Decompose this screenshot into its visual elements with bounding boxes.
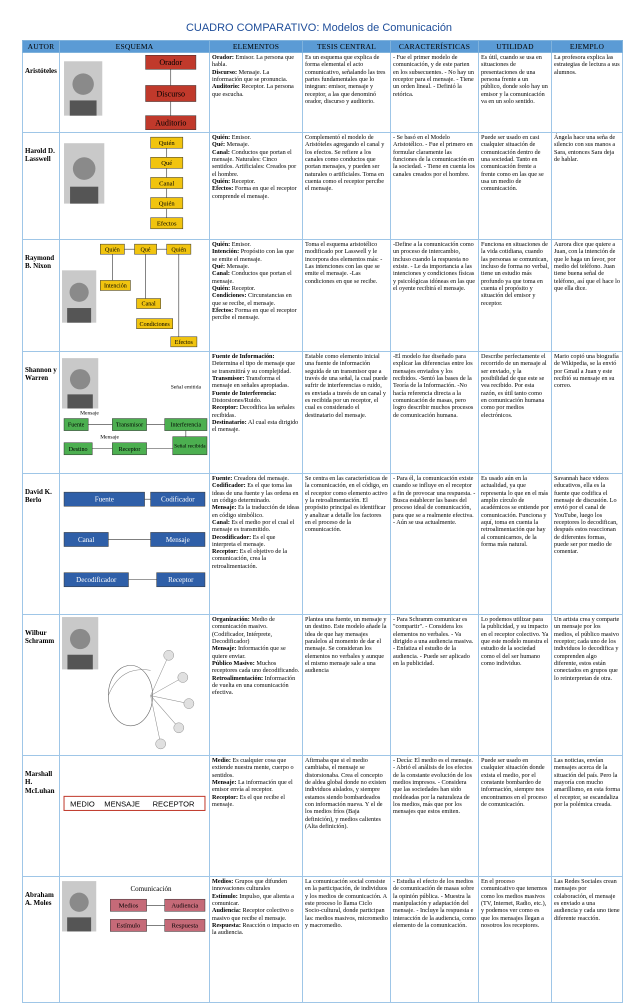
- elementos-cell: [210, 53, 303, 133]
- quien-receptor-box: [151, 198, 183, 209]
- esquema-cell: [60, 615, 210, 756]
- ejemplo-cell: Las Redes Sociales crean mensajes por colaboración, el mensaje es enviado a una audiencia y cada uno tiene diferente reacción.: [552, 877, 623, 1003]
- schema-diagram: [60, 53, 209, 132]
- elemento-desc: Decodifica las señales recibidas.: [212, 404, 295, 419]
- caracteristicas-cell: -El modelo fue diseñado para explicar las diferencias entre los mensajes enviados y los recibidos. -Sentó las bases de la Teoría de la Información. -No hacía referencia directa a la comunicación de masas, pero logro describir muchos procesos de comunicación humana.: [391, 352, 479, 474]
- portrait-photo: [62, 270, 96, 322]
- elemento-key: Condiciones:: [212, 292, 247, 300]
- elemento-desc: Emisor.: [230, 134, 251, 141]
- caracteristicas-cell: - Para Schramm comunicar es "compartir". - Considera los elementos no verbales. - Va dirigido a una audiencia masiva. - Enfatiza el estudio de la audiencia. - Puede ser aplicado en la publicidad.: [391, 615, 479, 756]
- table-row: [23, 133, 623, 240]
- elemento-desc: Es el objetivo de la comunicación, crea la retroalimentación.: [212, 548, 288, 570]
- ejemplo-cell: Las noticias, envían mensajes acerca de la situación del país. Pero la mayoría con mucho amarillismo, en esta forma el receptor, se escandaliza por la polémica creada.: [552, 756, 623, 877]
- elemento-key: Quién:: [212, 134, 231, 141]
- elemento-desc: Es el que interpreta el mensaje.: [212, 533, 276, 548]
- header-esquema: ESQUEMA: [60, 41, 210, 53]
- elemento-key: Decodificador:: [212, 533, 252, 541]
- elemento-key: Receptor:: [212, 404, 239, 412]
- orador-box: [146, 55, 196, 69]
- medios-box: [110, 899, 146, 911]
- ejemplo-cell: Aurora dice que quiere a Juan, con la intención de que le haga un favor, por medio del teléfono. Juan tiene buena señal de teléfono, así que el hace lo que ella dice.: [552, 240, 623, 352]
- header-autor: AUTOR: [23, 41, 60, 53]
- svg-text:Canal: Canal: [77, 535, 95, 544]
- table-row: [23, 53, 623, 133]
- elemento-desc: Distorsiones/Ruido.: [212, 396, 262, 404]
- elemento-key: Intención:: [212, 248, 240, 256]
- esquema-cell: [60, 877, 210, 1003]
- portrait-photo: [62, 617, 98, 669]
- receptor-box: [112, 443, 146, 455]
- quien-box: [100, 244, 124, 254]
- portrait-photo: [62, 881, 96, 931]
- svg-text:Señal recibida: Señal recibida: [174, 443, 206, 450]
- elemento-desc: Al cual esta dirigido el mensaje.: [212, 418, 299, 434]
- audiencia-box: [165, 899, 205, 911]
- transmisor-box: [112, 419, 146, 431]
- svg-text:Estímulo: Estímulo: [116, 922, 141, 930]
- elemento-desc: Propósito con las que se emite el mensaje.: [212, 248, 294, 263]
- svg-text:Mensaje: Mensaje: [165, 535, 190, 544]
- svg-text:Receptor: Receptor: [118, 446, 141, 453]
- esquema-cell: [60, 352, 210, 474]
- elemento-key: Canal:: [212, 270, 230, 278]
- header-utilidad: UTILIDAD: [479, 41, 552, 53]
- table-row: [23, 474, 623, 615]
- decodificador-box: [64, 573, 128, 587]
- elemento-desc: Transforma el mensaje en señales apropiadas.: [212, 374, 289, 390]
- intencion-box: [100, 280, 130, 290]
- svg-text:Receptor: Receptor: [168, 576, 194, 585]
- elemento-desc: Forma en que el receptor comprende el mensaje.: [212, 185, 297, 200]
- svg-text:Orador: Orador: [159, 58, 183, 68]
- svg-text:Quién: Quién: [158, 139, 175, 147]
- elemento-desc: Es el medio por el cual el mensaje es transmitido.: [212, 518, 295, 534]
- elemento-desc: Receptor colectivo o masivo que recibe el mensaje.: [212, 907, 294, 922]
- esquema-cell: [60, 133, 210, 240]
- elemento-desc: Conductos que portan el mensaje. Naturales: Cinco sentidos. Artificiales: Creados por el hombre.: [212, 148, 297, 178]
- portrait-photo: [64, 143, 104, 203]
- condiciones-box: [137, 319, 173, 329]
- elemento-desc: Grupos que difunden innovaciones culturales: [212, 878, 288, 893]
- svg-text:Quién: Quién: [171, 247, 187, 254]
- elemento-desc: Medio de comunicación masivo. (Codificador, Intérprete, Decodificador): [212, 616, 275, 645]
- svg-text:Quién: Quién: [158, 200, 175, 208]
- svg-text:Discurso: Discurso: [156, 89, 186, 99]
- elemento-key: Fuente de Información:: [212, 353, 275, 360]
- caracteristicas-cell: -Define a la comunicación como un proceso de intercambio, incluso cuando la respuesta no existe. - Le da importancia a las intenciones y condiciones físicas y psicológicas idóneas en las que el oyente recibirá el mensaje.: [391, 240, 479, 352]
- elemento-key: Fuente de Interferencia:: [212, 389, 277, 397]
- elemento-key: Discurso:: [212, 68, 238, 76]
- utilidad-cell: Puede ser usado en casi cualquier situación de comunicación dentro de una sociedad. Tanto en comunicación frente a frente como en las que se usa un medio de comunicación.: [479, 133, 552, 240]
- elemento-key: Transmisor:: [212, 374, 245, 382]
- elemento-key: Efectos:: [212, 306, 234, 314]
- tesis-cell: Es un esquema que explica de forma elemental el acto comunicativo, señalando las tres partes fundamentales que lo integran: emisor, mensaje y receptor, a las que denominó orador, discurso y auditorio.: [303, 53, 391, 133]
- elemento-desc: Receptor. La persona que escucha.: [212, 83, 294, 98]
- elementos-cell: [210, 877, 303, 1003]
- autor-cell: Marshall H. McLuhan: [23, 756, 60, 877]
- table-row: [23, 240, 623, 352]
- svg-text:Intención: Intención: [103, 283, 127, 290]
- svg-text:Interferencia: Interferencia: [170, 422, 202, 429]
- svg-text:Efectos: Efectos: [174, 339, 193, 346]
- canal-box: [151, 177, 183, 188]
- medio-label: MEDIO: [70, 799, 95, 809]
- elemento-key: Destinatario:: [212, 418, 247, 426]
- fuente-box: [64, 419, 88, 431]
- elemento-key: Medios:: [212, 878, 234, 885]
- autor-cell: Wilbur Schramm: [23, 615, 60, 756]
- caracteristicas-cell: - Se basó en el Modelo Aristotélico. - Fue el primero en formular claramente las funciones de la comunicación en la sociedad. - Tiene en cuenta los canales creados por el hombre.: [391, 133, 479, 240]
- destino-box: [64, 443, 92, 455]
- elemento-desc: Emisor.: [230, 241, 251, 248]
- receptor-box: [157, 573, 205, 587]
- elemento-key: Estímulo:: [212, 892, 238, 900]
- svg-text:Fuente: Fuente: [94, 495, 114, 504]
- elemento-key: Mensaje:: [212, 645, 237, 653]
- elemento-desc: Emisor. La persona que habla.: [212, 54, 294, 69]
- tesis-cell: Toma el esquema aristotélico modificado por Lasswell y le incorpora dos elementos más: -Las intenciones con las que se emite el mensaje. -Las condiciones en que se recibe.: [303, 240, 391, 352]
- senal-emitida-label: Señal emitida: [170, 384, 201, 391]
- svg-text:Codificador: Codificador: [160, 495, 195, 504]
- elemento-key: Quién:: [212, 241, 231, 248]
- utilidad-cell: En el proceso comunicativo que tenemos como los medios masivos (TV, Internet, Radio, etc.), y podemos ver como es que los mensajes llegan a nosotros los receptores.: [479, 877, 552, 1003]
- elemento-desc: Información de vuelta en una comunicación efectiva.: [212, 674, 296, 697]
- page-title: CUADRO COMPARATIVO: Modelos de Comunicación: [185, 22, 453, 34]
- elemento-desc: Conductos que portan el mensaje.: [212, 270, 292, 285]
- schema-diagram: [60, 756, 209, 876]
- svg-text:Canal: Canal: [141, 301, 156, 308]
- elemento-desc: Receptor.: [230, 177, 256, 185]
- elemento-desc: Receptor.: [230, 284, 256, 292]
- table-row: [23, 877, 623, 1003]
- utilidad-cell: Describe perfectamente el recorrido de un mensaje al ser enviado, y la posibilidad de que este se vea recibido. Por esta razón, es útil tanto como en comunicación humana como por medios electrónicos.: [479, 352, 552, 474]
- elemento-key: Efectos:: [212, 185, 234, 193]
- elemento-desc: Información que se quiere enviar.: [212, 645, 286, 660]
- svg-text:Destino: Destino: [68, 446, 88, 453]
- schema-diagram: [60, 240, 209, 351]
- efectos-box: [171, 337, 197, 347]
- elemento-key: Receptor:: [212, 793, 239, 801]
- mensaje-recibido-label: Mensaje: [100, 434, 119, 441]
- autor-cell: Shannon y Warren: [23, 352, 60, 474]
- canal-box: [64, 532, 108, 546]
- elemento-key: Respuesta:: [212, 921, 241, 929]
- schema-diagram: [60, 352, 209, 473]
- caracteristicas-cell: - Fue el primer modelo de comunicación, y de este parten en los subsecuentes. - No hay un receptor para el mensaje. - Tiene un orden lineal. - Definió la retórica.: [391, 53, 479, 133]
- elemento-desc: Es el que toma las ideas de una fuente y las ordena en un código determinado.: [212, 482, 299, 504]
- quien-box: [151, 137, 183, 148]
- header-elementos: ELEMENTOS: [210, 41, 303, 53]
- utilidad-cell: Es útil, cuando se usa en situaciones de presentaciones de una persona frente a un público, donde solo hay un emisor y la comunicación va en un solo sentido.: [479, 53, 552, 133]
- portrait-photo: [62, 358, 98, 408]
- respuesta-box: [165, 919, 205, 931]
- elemento-key: Audiencia:: [212, 907, 241, 915]
- elementos-cell: [210, 133, 303, 240]
- elemento-key: Quién:: [212, 284, 231, 292]
- fuente-box: [64, 492, 145, 506]
- svg-text:Transmisor: Transmisor: [115, 422, 144, 429]
- elemento-desc: Es cualquier cosa que extiende nuestra mente, cuerpo o sentidos.: [212, 757, 294, 779]
- codificador-box: [151, 492, 205, 506]
- receptor-label: RECEPTOR: [152, 799, 195, 809]
- autor-cell: Raymond B. Nixon: [23, 240, 60, 352]
- comparison-table: [22, 40, 623, 1003]
- elemento-key: Fuente:: [212, 475, 233, 482]
- elemento-key: Medio:: [212, 757, 231, 764]
- elemento-desc: Determina el tipo de mensaje que se transmitirá y su complejidad.: [212, 360, 295, 375]
- elemento-key: Canal:: [212, 148, 230, 156]
- ejemplo-cell: La profesora explica las estrategias de lectura a sus alumnos.: [552, 53, 623, 133]
- table-row: [23, 756, 623, 877]
- efectos-box: [151, 218, 183, 229]
- esquema-cell: [60, 756, 210, 877]
- elemento-key: Orador:: [212, 54, 234, 61]
- elemento-key: Público Masivo:: [212, 659, 255, 667]
- tesis-cell: La comunicación social consiste en la participación, de individuos y los medios de comunicación. A este proceso lo llama Ciclo Socio-cultural, donde participan las: medios masivos, micromedio y macromedio.: [303, 877, 391, 1003]
- elementos-cell: [210, 474, 303, 615]
- header-tesis: TESIS CENTRAL: [303, 41, 391, 53]
- portrait-photo: [64, 61, 102, 115]
- auditorio-box: [146, 116, 196, 130]
- tesis-cell: Plantea una fuente, un mensaje y un destino. Este modelo añade la idea de que hay mensajes paralelos al momento de dar el mensaje. Se consideran los elementos no verbales y aunque el mismo mensaje sale a una audiencia: [303, 615, 391, 756]
- elementos-cell: [210, 352, 303, 474]
- elemento-desc: Mensaje.: [225, 141, 250, 149]
- elemento-key: Organización:: [212, 616, 250, 623]
- elemento-desc: Circunstancias en que se recibe, el mensaje.: [212, 292, 292, 307]
- utilidad-cell: Funciona en situaciones de la vida cotidiana, cuando las personas se comunican, incluso de forma no verbal, tiene un estudio más profundo ya que toma en cuenta el propósito y situación del emisor y receptor.: [479, 240, 552, 352]
- schema-diagram: [60, 133, 209, 239]
- elementos-cell: [210, 615, 303, 756]
- header-row: [23, 41, 623, 53]
- mass-communication-diagram: [108, 650, 194, 749]
- interferencia-box: [165, 419, 207, 431]
- elemento-key: Codificador:: [212, 482, 246, 490]
- senal-recibida-box: [173, 437, 207, 455]
- comunicacion-label: Comunicación: [130, 885, 172, 894]
- caracteristicas-cell: - Estudia el efecto de los medios de comunicación de masas sobre la opinión pública. - Muestra la manipulación y adaptación del mensaje. - Incluye la respuesta e interacción de la audiencia, como elemento de la comunicación.: [391, 877, 479, 1003]
- mensaje-box: [151, 532, 205, 546]
- que-box: [151, 157, 183, 168]
- svg-text:Respuesta: Respuesta: [171, 922, 199, 930]
- elemento-key: Mensaje:: [212, 778, 237, 786]
- canal-box: [137, 299, 161, 309]
- ejemplo-cell: Un artista crea y comparte un mensaje por los medios, el público masivo receptor; cada uno de los individuos lo decodifica y comprenden algo diferente, estos están conectados en grupos que lo reinterpretan de otra.: [552, 615, 623, 756]
- table-row: [23, 352, 623, 474]
- esquema-cell: [60, 240, 210, 352]
- svg-text:Quién: Quién: [104, 247, 120, 254]
- svg-text:Audiencia: Audiencia: [171, 902, 199, 910]
- elemento-desc: Muchos receptores cada uno decodificando.: [212, 659, 300, 675]
- svg-text:Condiciones: Condiciones: [139, 321, 170, 328]
- elemento-key: Qué:: [212, 262, 226, 270]
- svg-text:Medios: Medios: [118, 902, 139, 910]
- caracteristicas-cell: - Decía: El medio es el mensaje. - Abrió el análisis de los efectos de la constante evolución de los medios impresos. - Considera que las sociedades han sido moldeadas por la naturaleza de los medios, más que por los mensajes que estos emiten.: [391, 756, 479, 877]
- tesis-cell: Se centra en las características de la comunicación, en el código, en el receptor como elemento activo y la retroalimentación. El propósito principal es identificar y analizar a detalle los factores en el proceso de la comunicación.: [303, 474, 391, 615]
- discurso-box: [146, 85, 196, 101]
- mensaje-label: Mensaje: [80, 410, 99, 417]
- utilidad-cell: Lo podemos utilizar para la publicidad, y su impacto en el receptor colectivo. Ya que este modelo muestra el estudio de la sociedad como el del ser humano como individuo.: [479, 615, 552, 756]
- quien-receptor-box: [167, 244, 191, 254]
- elemento-desc: Mensaje. La información que se pronuncia.: [212, 68, 288, 83]
- elementos-cell: [210, 240, 303, 352]
- mcluhan-flow: [64, 796, 205, 810]
- svg-text:Decodificador: Decodificador: [76, 576, 117, 585]
- elementos-cell: [210, 756, 303, 877]
- autor-cell: David K. Berlo: [23, 474, 60, 615]
- table-row: [23, 615, 623, 756]
- svg-text:Qué: Qué: [161, 160, 173, 168]
- tesis-cell: Afirmaba que si el medio cambiaba, el mensaje se distorsionaba. Crea el concepto de aldea global donde no existen individuos aislados, y siempre estamos siendo bombardeados con información nueva. Y el de los medios fríos (Baja definición), y medios calientes (Alta definición).: [303, 756, 391, 877]
- svg-text:Efectos: Efectos: [156, 220, 177, 228]
- svg-text:Canal: Canal: [159, 180, 175, 188]
- elemento-desc: Es la traducción de ideas en código simbólico.: [212, 504, 300, 519]
- mensaje-label: MENSAJE: [104, 799, 140, 809]
- elemento-key: Quién:: [212, 177, 231, 185]
- ejemplo-cell: Mario copió una biografía de Wikipedia, se la envió por Gmail a Juan y este recibió su mensaje en su correo.: [552, 352, 623, 474]
- tesis-cell: Estable como elemento inicial una fuente de información seguida de un transmisor que a través de una señal, la cual puede sufrir de interferencias o ruido, es enviada a través de un canal y es recibida por un receptor, el cual es considerado el destinatario del mensaje.: [303, 352, 391, 474]
- elemento-key: Receptor:: [212, 548, 239, 556]
- elemento-desc: Impulso, que alienta a comunicar.: [212, 892, 294, 907]
- schema-diagram: [60, 877, 209, 1002]
- tesis-cell: Complementó el modelo de Aristóteles agregando el canal y los efectos. Se refiere a los canales como conductos que portan mensajes, y pueden ser naturales o artificiales. Toma en cuenta como el receptor percibe el mensaje.: [303, 133, 391, 240]
- utilidad-cell: Es usado aún en la actualidad, ya que representa lo que en el más amplio círculo de académicos se entiende por comunicación. Funciona y aquí, toma en cuenta la retroalimentación que hay al comunicarnos, de la forma más natural.: [479, 474, 552, 615]
- elemento-desc: La información que el emisor envía al receptor.: [212, 778, 293, 794]
- svg-text:Fuente: Fuente: [67, 422, 85, 429]
- elemento-desc: Mensaje.: [225, 262, 250, 270]
- elemento-desc: Creadora del mensaje.: [232, 475, 289, 482]
- svg-text:Auditorio: Auditorio: [155, 118, 187, 128]
- elemento-desc: Reacción o impacto en la audiencia.: [212, 921, 299, 937]
- autor-cell: Aristóteles: [23, 53, 60, 133]
- esquema-cell: [60, 53, 210, 133]
- schema-diagram: [60, 474, 209, 614]
- elemento-desc: Es el que recibe el mensaje.: [212, 793, 286, 808]
- autor-cell: Abraham A. Moles: [23, 877, 60, 1003]
- ejemplo-cell: Ángela hace una seña de silencio con sus manos a Sara, entonces Sara deja de hablar.: [552, 133, 623, 240]
- svg-text:Qué: Qué: [140, 247, 151, 254]
- header-caracteristicas: CARACTERÍSTICAS: [391, 41, 479, 53]
- elemento-key: Qué:: [212, 141, 226, 149]
- elemento-desc: Forma en que el receptor percibe el mensaje.: [212, 306, 297, 322]
- schema-diagram: [60, 615, 209, 755]
- elemento-key: Retroalimentación:: [212, 674, 264, 682]
- header-ejemplo: EJEMPLO: [552, 41, 623, 53]
- utilidad-cell: Puede ser usado en cualquier situación donde exista el medio, por el constante bombardeo de información, siempre nos encontramos en el proceso de comunicación.: [479, 756, 552, 877]
- ejemplo-cell: Savannah hace videos educativos, ella es la fuente que codifica el mensaje de discusión. Lo envió por el canal de YouTube, luego los receptores lo decodifican, después estos reaccionan de diferentes formas, puede ser por medio de comentar.: [552, 474, 623, 615]
- elemento-key: Canal:: [212, 518, 230, 526]
- autor-cell: Harold D. Lasswell: [23, 133, 60, 240]
- que-box: [135, 244, 157, 254]
- esquema-cell: [60, 474, 210, 615]
- elemento-key: Mensaje:: [212, 504, 237, 512]
- caracteristicas-cell: - Para él, la comunicación existe cuando se influye en el receptor a fin de provocar una respuesta. - Busca establecer las bases del proceso ideal de comunicación, para que se a realmente efectiva. - Aún se usa actualmente.: [391, 474, 479, 615]
- elemento-key: Auditorio:: [212, 83, 240, 91]
- estimulo-box: [110, 919, 146, 931]
